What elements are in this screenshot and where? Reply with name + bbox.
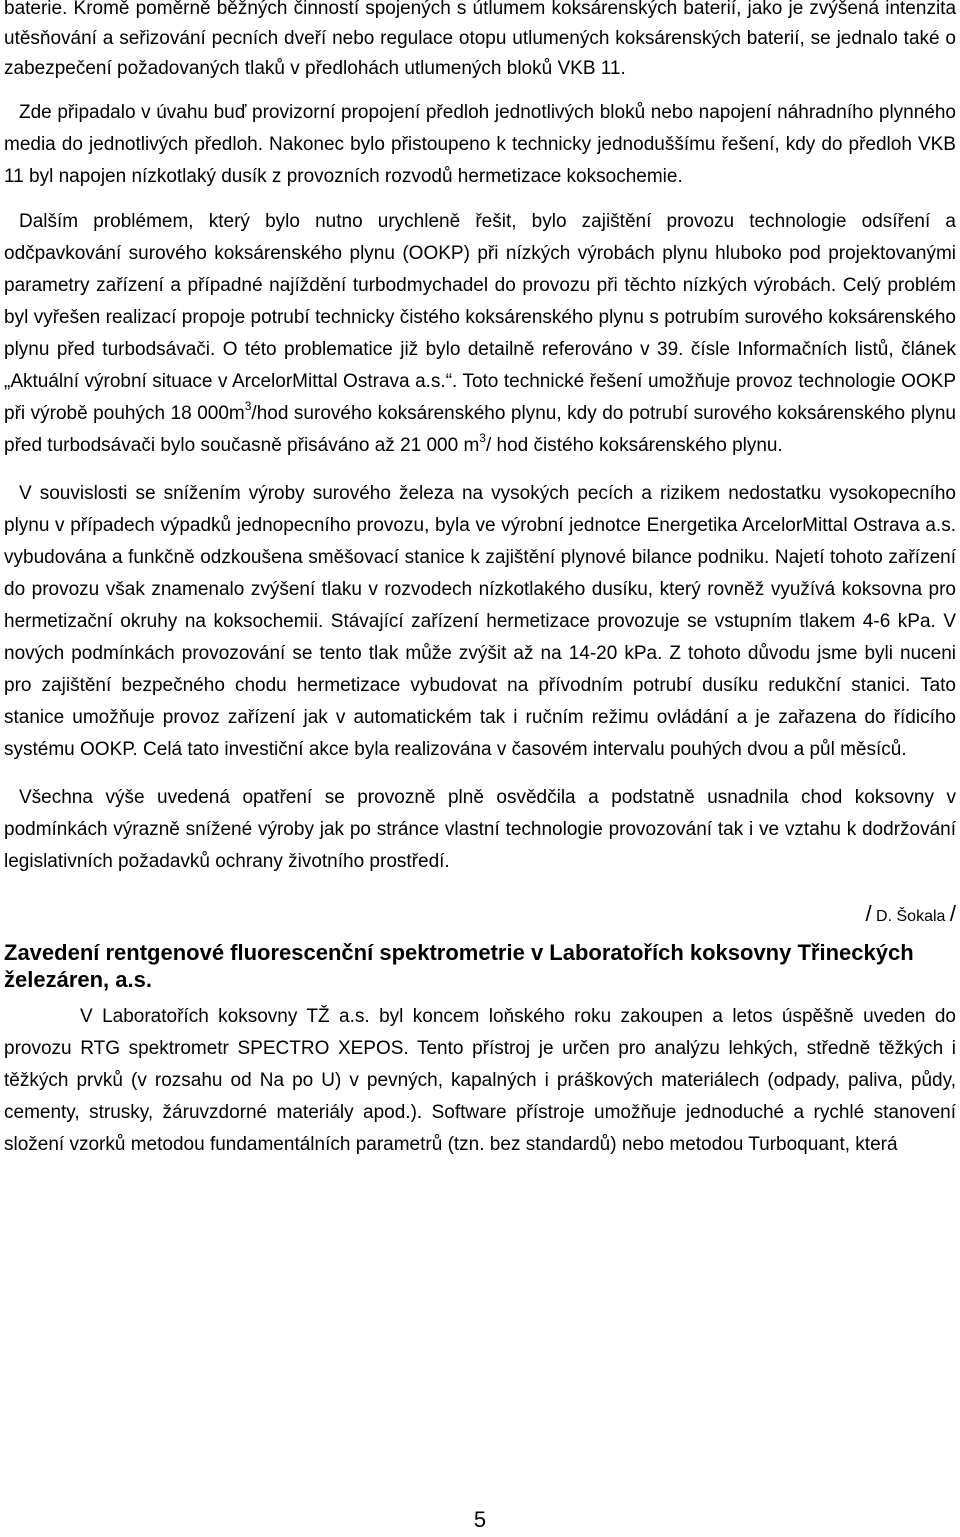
paragraph-1-text: Kromě poměrně běžných činností spojených s útlumem koksárenských baterií, jako je zvýšená intenzita utěsňování a seřizování pecních dveří nebo regulace otopu utlumených koksárenských baterií, se jednalo také o zabezpečení požadovaných tlaků v předlohách utlumených bloků VKB 11. xyxy=(4,0,957,79)
paragraph-1-lead: baterie. xyxy=(4,0,68,19)
paragraph-4: V souvislosti se snížením výroby surového železa na vysokých pecích a rizikem nedostatku vysokopecního plynu v případech výpadků jednopecního provozu, byla ve výrobní jednotce Energetika ArcelorMittal Ostrava a.s. vybudována a funkčně odzkoušena směšovací stanice k zajištění plynové bilance podniku. Najetí tohoto zařízení do provozu však znamenalo zvýšení tlaku v rozvodech nízkotlakého dusíku, který rovněž využívá koksovna pro hermetizační okruhy na koksochemii. Stávající zařízení hermetizace provozuje se vstupním tlakem 4-6 kPa. V nových podmínkách provozování se tento tlak může zvýšit až na 14-20 kPa. Z tohoto důvodu jsme byli nuceni pro zajištění bezpečného chodu hermetizace vybudovat na přívodním potrubí dusíku redukční stanici. Tato stanice umožňuje provoz zařízení jak v automatickém tak i ručním režimu ovládání a je zařazena do řídicího systému OOKP. Celá tato investiční akce byla realizována v časovém intervalu pouhých dvou a půl měsíců. xyxy=(4,483,956,760)
paragraph-3-part-1: Dalším problémem, který bylo nutno urychleně řešit, bylo zajištění provozu technologie odsíření a odčpavkování surového koksárenského plynu (OOKP) při nízkých výrobách plynu hluboko pod projektovanými parametry zařízení a případné najíždění turbodmychadel do provozu při těchto nízkých výrobách. Celý problém byl vyřešen realizací propoje potrubí technicky čistého koksárenského plynu s potrubím surového koksárenského plynu před turbodsávači. O této problematice již bylo detailně referováno v 39. čísle Informačních listů, článek „Aktuální výrobní situace v ArcelorMittal Ostrava a.s.“. Toto technické řešení umožňuje provoz technologie OOKP při výrobě pouhých 18 000m xyxy=(4,211,956,424)
superscript-cubic-2: 3 xyxy=(479,430,486,445)
paragraph-6: V Laboratořích koksovny TŽ a.s. byl koncem loňského roku zakoupen a letos úspěšně uveden do provozu RTG spektrometr SPECTRO XEPOS. Tento přístroj je určen pro analýzu lehkých, středně těžkých i těžkých prvků (v rozsahu od Na po U) v pevných, kapalných i práškových materiálech (odpady, paliva, půdy, cementy, strusky, žáruvzdorné materiály apod.). Software přístroje umožňuje jednoduché a rychlé stanovení složení vzorků metodou fundamentálních parametrů (tzn. bez standardů) nebo metodou Turboquant, která xyxy=(4,1006,956,1155)
signature-name: D. Šokala xyxy=(876,908,946,925)
paragraph-3-part-2: /hod surového koksárenského plynu, kdy do potrubí surového koksárenského plynu před turbodsávači bylo současně přisáváno až 21 000 m xyxy=(4,403,956,456)
signature-open-slash: / xyxy=(865,901,872,926)
paragraph-3-part-3: / hod čistého koksárenského plynu. xyxy=(485,435,783,456)
author-signature xyxy=(4,902,956,929)
superscript-cubic-1: 3 xyxy=(244,398,252,413)
paragraph-3 xyxy=(4,206,956,462)
document-page xyxy=(4,0,956,1161)
page-number: 5 xyxy=(473,1507,487,1532)
paragraph-1 xyxy=(4,0,956,84)
section-heading: Zavedení rentgenové fluorescenční spektrometrie v Laboratořích koksovny Třineckých železáren, a.s. xyxy=(4,940,914,992)
signature-close-slash: / xyxy=(949,901,956,926)
paragraph-5: Všechna výše uvedená opatření se provozně plně osvědčila a podstatně usnadnila chod koksovny v podmínkách výrazně snížené výroby jak po stránce vlastní technologie provozování tak i ve vztahu k dodržování legislativních požadavků ochrany životního prostředí. xyxy=(4,787,956,872)
paragraph-2: Zde připadalo v úvahu buď provizorní propojení předloh jednotlivých bloků nebo napojení náhradního plynného media do jednotlivých předloh. Nakonec bylo přistoupeno k technicky jednoduššímu řešení, kdy do předloh VKB 11 byl napojen nízkotlaký dusík z provozních rozvodů hermetizace koksochemie. xyxy=(4,102,956,187)
